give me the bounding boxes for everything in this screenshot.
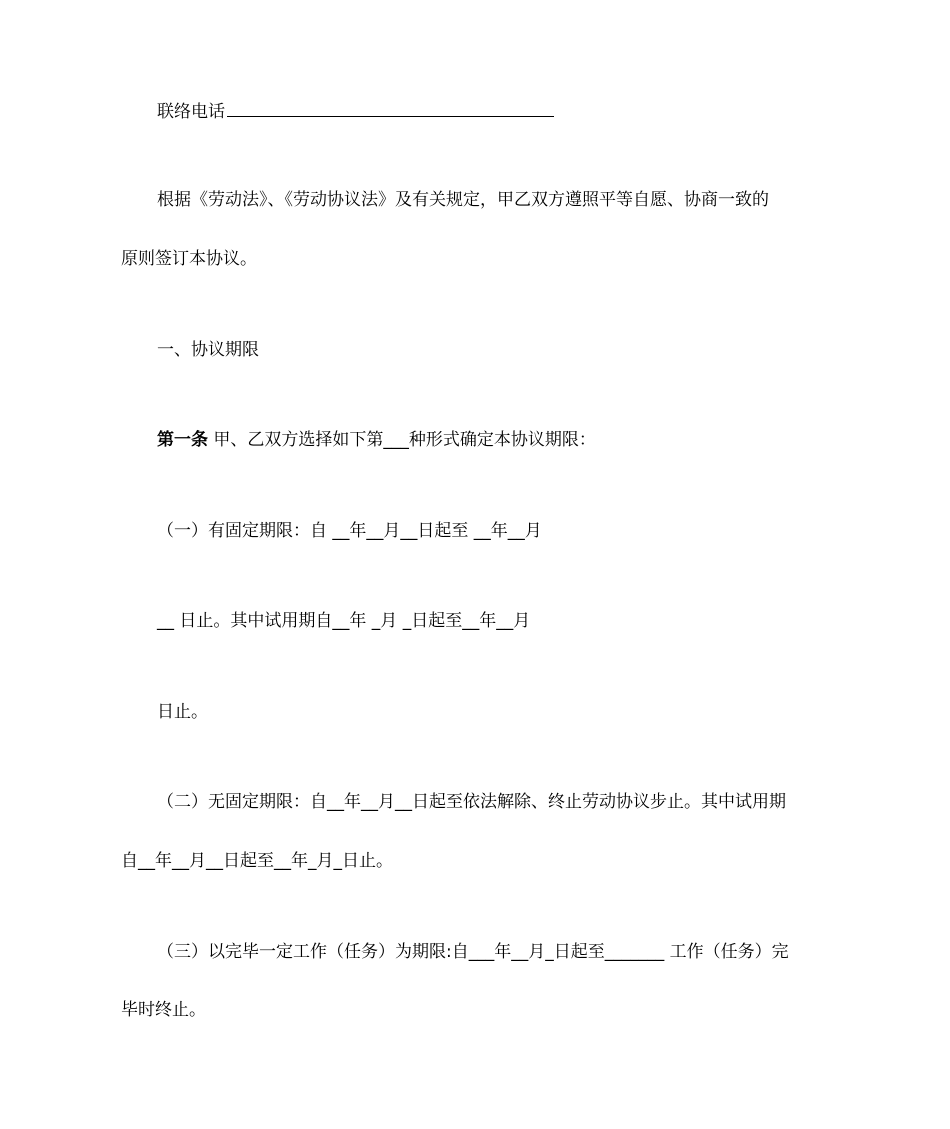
item-1-line-3: 日止。 xyxy=(157,702,208,722)
item-3-line-1: （三）以完毕一定工作（任务）为期限:自___年__月_日起至_______ 工作（任务）完 xyxy=(157,942,789,962)
item-2-line-1: （二）无固定期限：自__年__月__日起至依法解除、终止劳动协议步止。其中试用期 xyxy=(157,792,786,812)
item-2-line-2: 自__年__月__日起至__年_月_日止。 xyxy=(121,851,393,871)
article-1-line xyxy=(157,428,596,452)
item-1-line-2: __ 日止。其中试用期自__年 _月 _日起至__年__月 xyxy=(157,611,531,631)
intro-paragraph-line-2: 原则签订本协议。 xyxy=(121,249,257,269)
article-1-title: 第一条 xyxy=(157,430,208,450)
item-1-line-1: （一）有固定期限：自 __年__月__日起至 __年__月 xyxy=(157,521,542,541)
section-heading-term: 一、协议期限 xyxy=(157,340,259,360)
article-1-text: 甲、乙双方选择如下第___种形式确定本协议期限： xyxy=(208,430,596,450)
contact-phone-line xyxy=(157,98,554,124)
contact-phone-blank xyxy=(227,98,554,117)
item-3-line-2: 毕时终止。 xyxy=(121,1000,206,1020)
contact-phone-label: 联络电话 xyxy=(157,102,225,122)
intro-paragraph-line-1: 根据《劳动法》、《劳动协议法》及有关规定，甲乙双方遵照平等自愿、协商一致的 xyxy=(157,190,769,210)
